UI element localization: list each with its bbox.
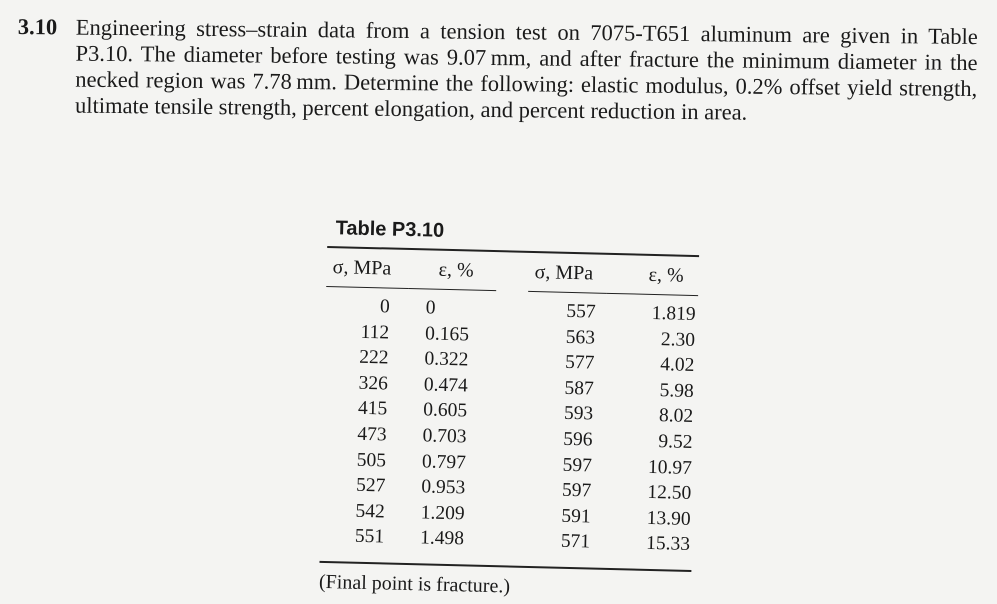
stress-cell: 577 <box>564 352 595 374</box>
header-stress-right: σ, MPa <box>528 253 607 294</box>
stress-cell: 505 <box>356 449 387 472</box>
strain-cell: 1.819 <box>651 302 696 326</box>
strain-cell: 10.97 <box>647 456 693 479</box>
stress-cell: 597 <box>562 454 593 477</box>
stress-cell: 527 <box>355 474 386 497</box>
strain-cell: 1.498 <box>419 527 465 550</box>
stress-cell: 473 <box>357 423 387 446</box>
header-strain-right: ε, % <box>606 255 699 296</box>
header-stress-left: σ, MPa <box>326 248 409 289</box>
strain-cell: 0.474 <box>423 374 468 397</box>
strain-cell: 0.797 <box>421 450 467 474</box>
table-right-group <box>522 253 699 558</box>
stress-cell: 551 <box>354 526 385 548</box>
stress-cell: 557 <box>566 300 596 323</box>
strain-cell: 0.165 <box>424 323 470 346</box>
table-footnote: (Final point is fracture.) <box>318 570 511 598</box>
strain-cell: 1.209 <box>420 502 465 525</box>
strain-cell: 4.02 <box>660 354 695 377</box>
stress-cell: 571 <box>560 531 591 553</box>
strain-cell: 12.50 <box>647 482 692 505</box>
stress-cell: 563 <box>565 326 596 349</box>
data-table <box>319 214 700 604</box>
stress-cell: 326 <box>358 372 389 395</box>
stress-cell: 542 <box>355 500 385 523</box>
header-strain-left: ε, % <box>408 250 497 291</box>
problem-number: 3.10 <box>17 14 58 40</box>
stress-cell: 591 <box>561 505 591 528</box>
stress-cell: 222 <box>358 346 389 369</box>
strain-cell: 8.02 <box>658 405 694 428</box>
stress-cell: 415 <box>357 398 388 420</box>
table-left-group <box>320 248 497 553</box>
strain-cell: 0 <box>425 297 436 319</box>
stress-cell: 112 <box>360 321 390 344</box>
strain-cell: 5.98 <box>659 379 695 402</box>
strain-cell: 0.322 <box>424 348 469 371</box>
stress-cell: 596 <box>563 428 593 451</box>
stress-cell: 587 <box>564 377 595 400</box>
strain-cell: 0.953 <box>421 476 466 499</box>
problem-text: Engineering stress–strain data from a tension test on 7075-T651 aluminum are given in Table P3.10. The diameter before testing was 9.07 mm, and after fracture the minimum diameter in the necked region was 7.78 mm. Determine the following: elastic modulus, 0.2% offset yield strength, ultimate tensile strength, percent elongation, and percent reduction in area. <box>74 14 978 125</box>
stress-cell: 0 <box>379 296 391 318</box>
strain-cell: 0.605 <box>422 399 468 422</box>
table-title: Table P3.10 <box>335 217 445 242</box>
problem-statement <box>17 14 978 128</box>
strain-cell: 15.33 <box>645 533 691 556</box>
strain-cell: 9.52 <box>658 431 693 453</box>
strain-cell: 0.703 <box>422 425 467 448</box>
stress-cell: 593 <box>563 403 594 425</box>
strain-cell: 2.30 <box>660 328 696 351</box>
stress-cell: 597 <box>561 479 592 502</box>
strain-cell: 13.90 <box>646 507 691 530</box>
